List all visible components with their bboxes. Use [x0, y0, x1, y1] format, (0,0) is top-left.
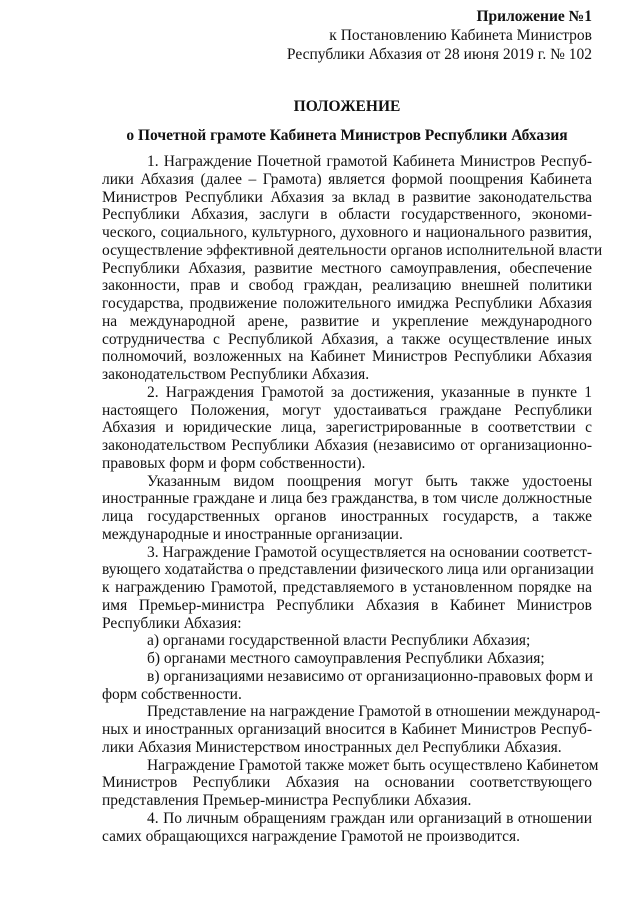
text-line: международные и иностранные организации.	[102, 525, 403, 543]
text-line: законности, прав и свобод граждан, реализацию внешней политики	[102, 277, 592, 295]
text-line: Республики Абхазия, развитие местного самоуправления, обеспечение	[102, 259, 592, 277]
document-body	[102, 153, 603, 845]
text-line: Республики Абхазия:	[102, 614, 242, 632]
paragraph	[102, 632, 592, 650]
text-line: сотрудничества с Республикой Абхазия, а также осуществление иных	[102, 330, 592, 348]
text-line: Указанным видом поощрения могут быть также удостоены	[147, 472, 592, 490]
text-line: в) организациями независимо от организационно-правовых форм и	[147, 667, 593, 685]
paragraph	[102, 384, 592, 473]
text-line: Абхазия и юридические лица, зарегистрированные в соответствии с	[102, 419, 592, 437]
text-line: самих обращающихся награждение Грамотой не производится.	[102, 827, 521, 845]
paragraph	[102, 650, 592, 668]
text-line: осуществление эффективной деятельности органов исполнительной власти	[102, 241, 603, 259]
text-line: 2. Награждения Грамотой за достижения, указанные в пункте 1	[147, 383, 592, 401]
text-line: на международной арене, развитие и укрепление международного	[102, 312, 592, 330]
text-line: форм собственности.	[102, 685, 242, 703]
text-line: лики Абхазия (далее – Грамота) является формой поощрения Кабинета	[102, 170, 592, 188]
resolution-date: Республики Абхазия от 28 июня 2019 г. № 102	[286, 46, 592, 63]
text-line: правовых форм и форм собственности).	[102, 454, 366, 472]
text-line: лики Абхазия Министерством иностранных дел Республики Абхазия.	[102, 738, 562, 756]
text-line: Министров Республики Абхазия на основании соответствующего	[102, 774, 592, 792]
text-line: а) органами государственной власти Республики Абхазия;	[147, 632, 531, 650]
text-line: лица государственных органов иностранных государств, а также	[102, 508, 592, 525]
text-line: 1. Награждение Почетной грамотой Кабинета Министров Респуб-	[147, 153, 592, 170]
text-line: Министров Республики Абхазия за вклад в развитие законодательства	[102, 188, 592, 206]
text-line: представления Премьер-министра Республики Абхазия.	[102, 792, 472, 809]
text-line: законодательством Республики Абхазия (независимо от организационно-	[102, 437, 592, 454]
text-line: Представление на награждение Грамотой в отношении международ-	[147, 703, 601, 721]
appendix-label: Приложение №1	[476, 8, 592, 25]
paragraph	[102, 810, 592, 846]
text-line: полномочий, возложенных на Кабинет Министров Республики Абхазия	[102, 348, 592, 366]
text-line: Республики Абхазия, заслуги в области государственного, экономи-	[102, 206, 592, 224]
text-line: Награждение Грамотой также может быть осуществлено Кабинетом	[147, 756, 599, 774]
document-subtitle: о Почетной грамоте Кабинета Министров Республики Абхазия	[126, 127, 568, 144]
text-line: ных и иностранных организаций вносится в Кабинет Министров Респуб-	[102, 721, 592, 738]
text-line: настоящего Положения, могут удостаиваться граждане Республики	[102, 401, 592, 419]
text-line: 3. Награждение Грамотой осуществляется на основании соответст-	[147, 543, 592, 561]
document-header	[287, 7, 592, 64]
paragraph	[102, 473, 592, 544]
text-line: ческого, социального, культурного, духовного и национального развития,	[102, 224, 592, 241]
text-line: государства, продвижение положительного имиджа Республики Абхазия	[102, 295, 592, 312]
paragraph	[102, 703, 601, 756]
text-line: б) органами местного самоуправления Республики Абхазия;	[147, 650, 545, 667]
text-line: имя Премьер-министра Республики Абхазия в Кабинет Министров	[102, 596, 592, 614]
text-line: иностранные граждане и лица без гражданства, в том числе должностные	[102, 490, 592, 508]
paragraph	[102, 668, 592, 704]
document-title: ПОЛОЖЕНИЕ	[293, 98, 401, 115]
text-line: к награждению Грамотой, представляемого в установленном порядке на	[102, 579, 592, 596]
text-line: 4. По личным обращениям граждан или организаций в отношении	[147, 809, 592, 827]
paragraph	[102, 153, 603, 384]
resolution-reference: к Постановлению Кабинета Министров	[329, 27, 592, 44]
paragraph	[102, 756, 599, 810]
paragraph	[102, 544, 592, 633]
text-line: вующего ходатайства о представлении физического лица или организации	[102, 561, 594, 579]
text-line: законодательством Республики Абхазия.	[102, 366, 370, 383]
